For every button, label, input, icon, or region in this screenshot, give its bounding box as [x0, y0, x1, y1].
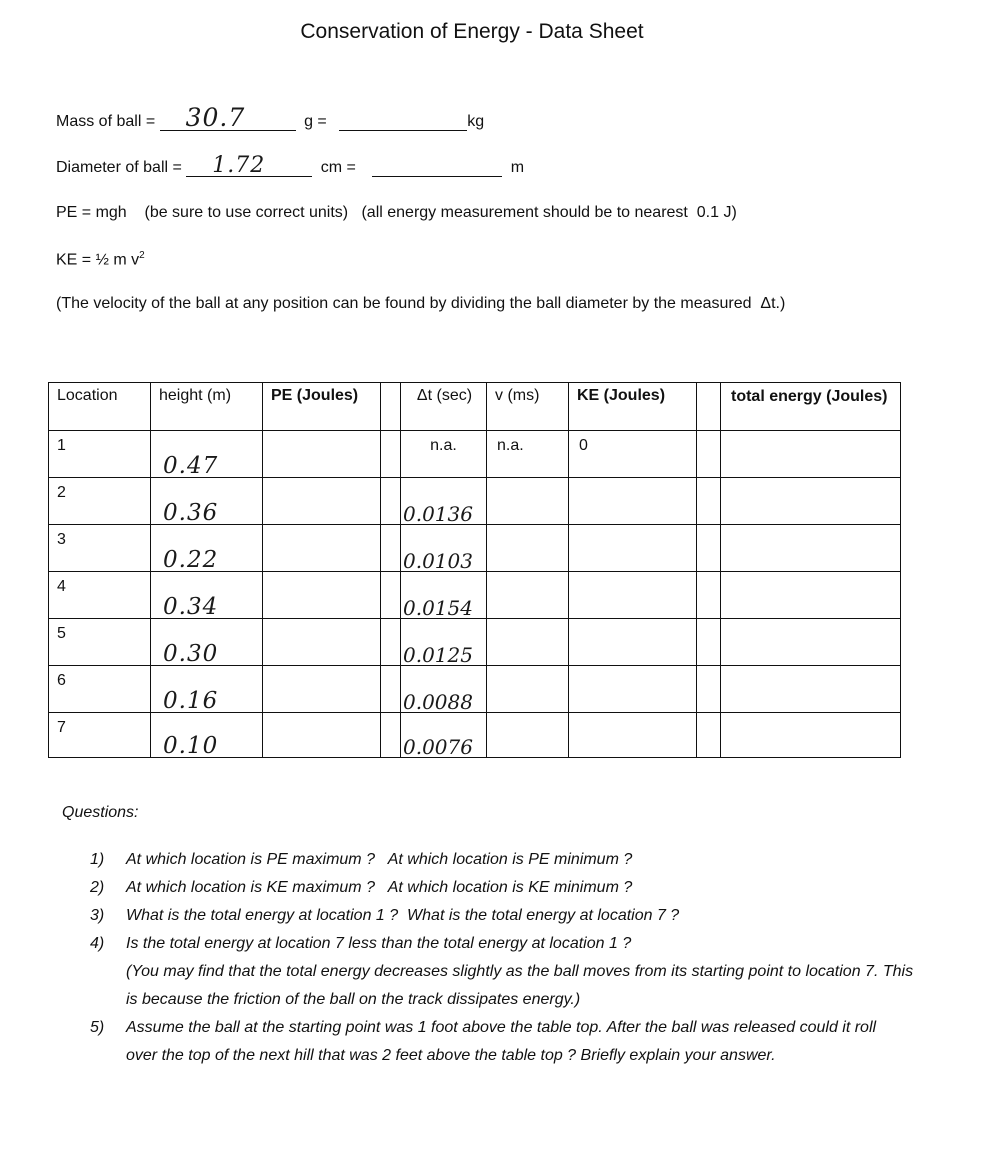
cell-spacer — [381, 619, 401, 666]
cell-location: 4 — [49, 572, 151, 619]
cell-spacer — [381, 478, 401, 525]
height-value: 0.36 — [163, 500, 219, 526]
mass-grams-field[interactable] — [160, 103, 296, 132]
question-text: Is the total energy at location 7 less than the total energy at location 1 ? — [126, 935, 632, 952]
cell-pe[interactable] — [263, 713, 381, 758]
question-item — [90, 846, 920, 874]
cell-spacer — [697, 666, 721, 713]
cell-location: 1 — [49, 431, 151, 478]
ke-formula-text: KE = ½ m v — [56, 251, 140, 269]
cell-dt[interactable] — [401, 666, 487, 713]
diameter-cm-value: 1.72 — [212, 153, 266, 178]
cell-ke[interactable] — [569, 572, 697, 619]
height-value: 0.22 — [163, 547, 219, 573]
table-row — [49, 431, 901, 478]
mass-unit-kg: kg — [467, 113, 485, 130]
velocity-note: (The velocity of the ball at any position can be found by dividing the ball diameter by the measured Δt.) — [56, 295, 786, 312]
question-text: At which location is KE maximum ? At which location is KE minimum ? — [126, 879, 633, 896]
pe-formula: PE = mgh (be sure to use correct units) (all energy measurement should be to nearest 0.1 J) — [56, 204, 737, 221]
question-number: 4) — [90, 935, 105, 952]
cell-v[interactable] — [487, 525, 569, 572]
height-value: 0.10 — [163, 733, 219, 759]
cell-pe[interactable] — [263, 572, 381, 619]
cell-total[interactable] — [721, 478, 901, 525]
question-item — [90, 1014, 920, 1070]
cell-height[interactable] — [151, 478, 263, 525]
cell-spacer — [697, 619, 721, 666]
header-spacer-1 — [381, 383, 401, 431]
cell-total[interactable] — [721, 572, 901, 619]
cell-pe[interactable] — [263, 619, 381, 666]
dt-value: 0.0076 — [403, 735, 473, 759]
cell-spacer — [697, 713, 721, 758]
cell-ke[interactable] — [569, 431, 697, 478]
cell-v[interactable] — [487, 666, 569, 713]
cell-total[interactable] — [721, 431, 901, 478]
header-dt: Δt (sec) — [401, 383, 487, 431]
header-pe: PE (Joules) — [263, 383, 381, 431]
cell-spacer — [381, 572, 401, 619]
table-row — [49, 572, 901, 619]
cell-total[interactable] — [721, 619, 901, 666]
dt-value: 0.0088 — [403, 690, 473, 714]
cell-height[interactable] — [151, 666, 263, 713]
cell-spacer — [697, 525, 721, 572]
question-number: 3) — [90, 907, 105, 924]
height-value: 0.34 — [163, 594, 219, 620]
question-number: 5) — [90, 1019, 105, 1036]
dt-value: 0.0154 — [403, 596, 473, 620]
questions-heading: Questions: — [62, 804, 139, 821]
cell-v[interactable] — [487, 619, 569, 666]
table-row — [49, 666, 901, 713]
cell-dt[interactable] — [401, 572, 487, 619]
cell-height[interactable] — [151, 572, 263, 619]
cell-spacer — [697, 431, 721, 478]
cell-spacer — [381, 525, 401, 572]
question-text: At which location is PE maximum ? At which location is PE minimum ? — [126, 851, 633, 868]
header-height: height (m) — [151, 383, 263, 431]
ke-value: 0 — [579, 437, 588, 454]
mass-line — [56, 103, 485, 132]
cell-height[interactable] — [151, 431, 263, 478]
cell-dt[interactable] — [401, 431, 487, 478]
mass-label: Mass of ball = — [56, 113, 156, 130]
questions-list — [90, 846, 920, 1070]
cell-location: 2 — [49, 478, 151, 525]
table-row — [49, 619, 901, 666]
cell-total[interactable] — [721, 525, 901, 572]
cell-height[interactable] — [151, 619, 263, 666]
cell-height[interactable] — [151, 525, 263, 572]
cell-spacer — [381, 713, 401, 758]
cell-ke[interactable] — [569, 713, 697, 758]
cell-v[interactable] — [487, 572, 569, 619]
header-total: total energy (Joules) — [721, 383, 901, 431]
diameter-cm-field[interactable] — [186, 153, 312, 178]
cell-v[interactable] — [487, 713, 569, 758]
data-table — [48, 382, 901, 758]
question-number: 2) — [90, 879, 105, 896]
diameter-unit-m: m — [510, 159, 525, 176]
dt-value: 0.0103 — [403, 549, 473, 573]
ke-formula-exponent: 2 — [139, 250, 145, 261]
mass-kg-field[interactable] — [339, 112, 467, 131]
dt-value: n.a. — [430, 437, 457, 454]
ke-formula — [56, 250, 145, 269]
v-value: n.a. — [497, 437, 524, 454]
header-spacer-2 — [697, 383, 721, 431]
cell-pe[interactable] — [263, 431, 381, 478]
question-text: Assume the ball at the starting point was 1 foot above the table top. After the ball was released could it roll over the top of the next hill that was 2 feet above the table top ? Briefly explain your answer. — [126, 1019, 877, 1064]
question-number: 1) — [90, 851, 105, 868]
diameter-line — [56, 153, 525, 178]
dt-value: 0.0125 — [403, 643, 473, 667]
diameter-unit-cm: cm = — [320, 159, 356, 176]
cell-total[interactable] — [721, 666, 901, 713]
mass-unit-grams: g = — [304, 113, 327, 130]
cell-pe[interactable] — [263, 478, 381, 525]
cell-dt[interactable] — [401, 478, 487, 525]
table-row — [49, 713, 901, 758]
cell-location: 3 — [49, 525, 151, 572]
header-ke: KE (Joules) — [569, 383, 697, 431]
cell-spacer — [697, 572, 721, 619]
dt-value: 0.0136 — [403, 502, 473, 526]
table-header-row — [49, 383, 901, 431]
cell-height[interactable] — [151, 713, 263, 758]
cell-pe[interactable] — [263, 666, 381, 713]
cell-ke[interactable] — [569, 619, 697, 666]
cell-location: 7 — [49, 713, 151, 758]
cell-location: 6 — [49, 666, 151, 713]
mass-grams-value: 30.7 — [185, 103, 246, 132]
cell-location: 5 — [49, 619, 151, 666]
cell-dt[interactable] — [401, 619, 487, 666]
cell-spacer — [381, 431, 401, 478]
header-v: v (ms) — [487, 383, 569, 431]
cell-spacer — [381, 666, 401, 713]
question-item — [90, 930, 920, 1014]
question-text: What is the total energy at location 1 ? What is the total energy at location 7 ? — [126, 907, 680, 924]
cell-ke[interactable] — [569, 525, 697, 572]
height-value: 0.47 — [163, 453, 219, 479]
diameter-m-field[interactable] — [372, 158, 502, 177]
cell-v[interactable] — [487, 431, 569, 478]
cell-pe[interactable] — [263, 525, 381, 572]
page-title: Conservation of Energy - Data Sheet — [300, 20, 644, 43]
question-item — [90, 902, 920, 930]
table-row — [49, 478, 901, 525]
cell-v[interactable] — [487, 478, 569, 525]
cell-ke[interactable] — [569, 666, 697, 713]
header-location: Location — [49, 383, 151, 431]
diameter-label: Diameter of ball = — [56, 159, 182, 176]
height-value: 0.30 — [163, 641, 219, 667]
question-item — [90, 874, 920, 902]
cell-dt[interactable] — [401, 525, 487, 572]
cell-dt[interactable] — [401, 713, 487, 758]
cell-spacer — [697, 478, 721, 525]
cell-total[interactable] — [721, 713, 901, 758]
height-value: 0.16 — [163, 688, 219, 714]
question-note: (You may find that the total energy decreases slightly as the ball moves from its starting point to location 7. This is because the friction of the ball on the track dissipates energy.) — [126, 963, 914, 1008]
cell-ke[interactable] — [569, 478, 697, 525]
table-row — [49, 525, 901, 572]
